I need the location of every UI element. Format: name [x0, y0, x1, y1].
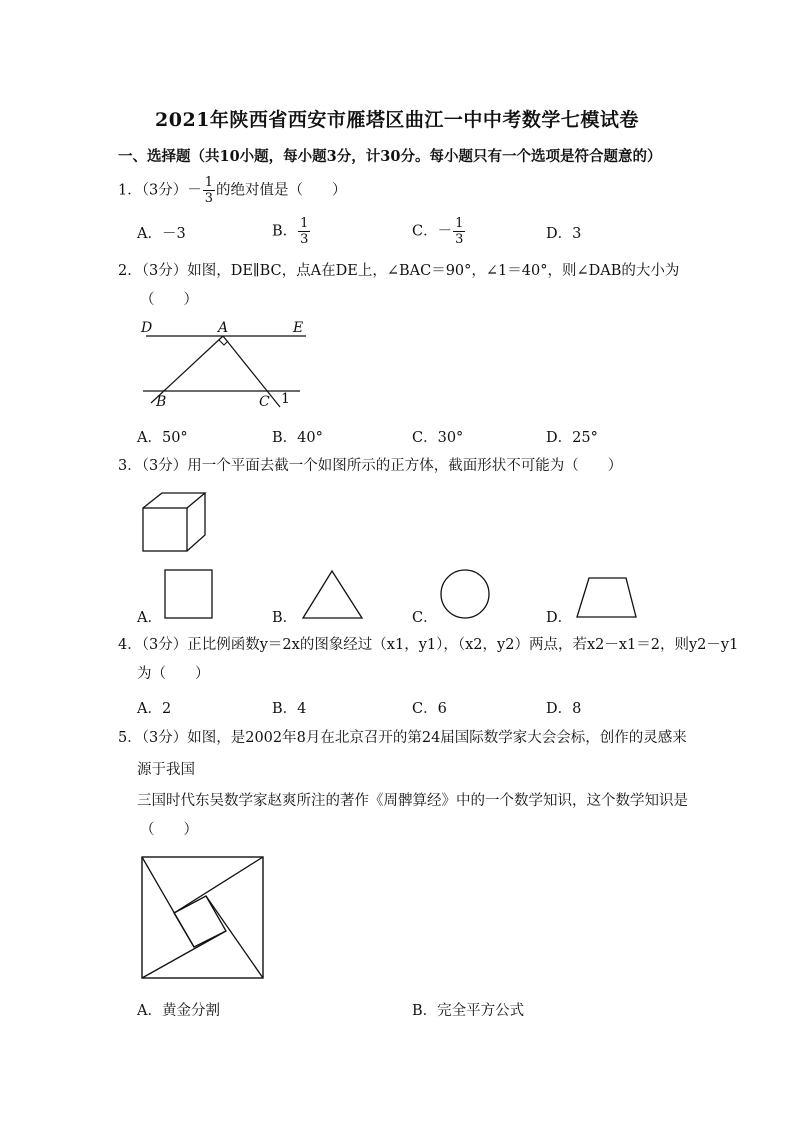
q1-option-c[interactable]: C．－ $\frac{1}{3}$ [412, 216, 464, 247]
question-3: 3．（3分）用一个平面去截一个如图所示的正方体，截面形状不可能为（ ） [118, 458, 623, 474]
q2-option-a[interactable]: A．50° [137, 430, 188, 446]
question-4-line2: 为（ ） [137, 666, 210, 682]
q3-option-a[interactable]: A． [137, 610, 162, 626]
question-5: 5．（3分）如图，是2002年8月在北京召开的第24届国际数学家大会会标，创作的灵感来 [118, 730, 687, 746]
label-d: D [141, 320, 153, 336]
square-shape [163, 568, 215, 620]
page-title: 2021年陕西省西安市雁塔区曲江一中中考数学七模试卷 [155, 109, 639, 131]
q2-option-c[interactable]: C．30° [412, 430, 464, 446]
q1-option-d[interactable]: D．3 [546, 226, 582, 242]
question-5-line3: 三国时代东吴数学家赵爽所注的著作《周髀算经》中的一个数学知识，这个数学知识是 [137, 793, 688, 809]
question-1: 1．（3分）－ $\frac{1}{3}$ 的绝对值是（ ） [118, 175, 347, 206]
label-e: E [293, 320, 304, 336]
question-5-line4: （ ） [140, 822, 198, 838]
q4-option-a[interactable]: A．2 [137, 701, 172, 717]
label-1: 1 [281, 391, 290, 407]
question-score: （3分） [141, 182, 188, 199]
circle-shape [438, 568, 492, 622]
question-5-line2: 源于我国 [137, 762, 195, 778]
q3-option-b[interactable]: B． [272, 610, 298, 626]
label-c: C [259, 394, 270, 410]
q2-option-d[interactable]: D．25° [546, 430, 598, 446]
zhao-shuang-figure [138, 853, 268, 983]
trapezoid-shape [574, 575, 640, 621]
question-4-stem: 正比例函数y＝2x的图象经过（x1，y1），（x2，y2）两点，若x2－x1＝2，则y2－y1 [187, 637, 739, 653]
q4-option-b[interactable]: B．4 [272, 701, 307, 717]
label-b: B [156, 394, 167, 410]
q3-option-c[interactable]: C． [412, 610, 438, 626]
q4-option-d[interactable]: D．8 [546, 701, 582, 717]
q5-option-a[interactable]: A．黄金分割 [137, 1003, 220, 1019]
cube-figure [140, 490, 210, 555]
q1-option-a[interactable]: A．－3 [137, 226, 186, 242]
label-a: A [218, 320, 229, 336]
fraction: $\frac{1}{3}$ [204, 175, 213, 206]
question-4: 4．（3分）正比例函数y＝2x的图象经过（x1，y1），（x2，y2）两点，若x2－x1＝2，则y2－y1 [118, 637, 739, 653]
q5-option-b[interactable]: B．完全平方公式 [412, 1003, 525, 1019]
q1-option-b[interactable]: B． $\frac{1}{3}$ [272, 216, 309, 247]
question-2-stem: 如图，DE∥BC，点A在DE上，∠BAC＝90°，∠1＝40°，则∠DAB的大小为 [187, 263, 680, 279]
q2-option-b[interactable]: B．40° [272, 430, 323, 446]
q4-option-c[interactable]: C．6 [412, 701, 447, 717]
section-header: 一、选择题（共10小题，每小题3分，计30分。每小题只有一个选项是符合题意的） [118, 148, 662, 165]
triangle-shape [300, 568, 366, 622]
segment-ac [223, 336, 280, 407]
q3-option-d[interactable]: D． [546, 610, 573, 626]
question-number: 1． [118, 182, 142, 199]
question-2: 2．（3分）如图，DE∥BC，点A在DE上，∠BAC＝90°，∠1＝40°，则∠DAB的大小为 [118, 263, 680, 279]
question-2-line2: （ ） [140, 292, 198, 308]
q2-figure [138, 318, 313, 410]
segment-ab [151, 336, 223, 403]
